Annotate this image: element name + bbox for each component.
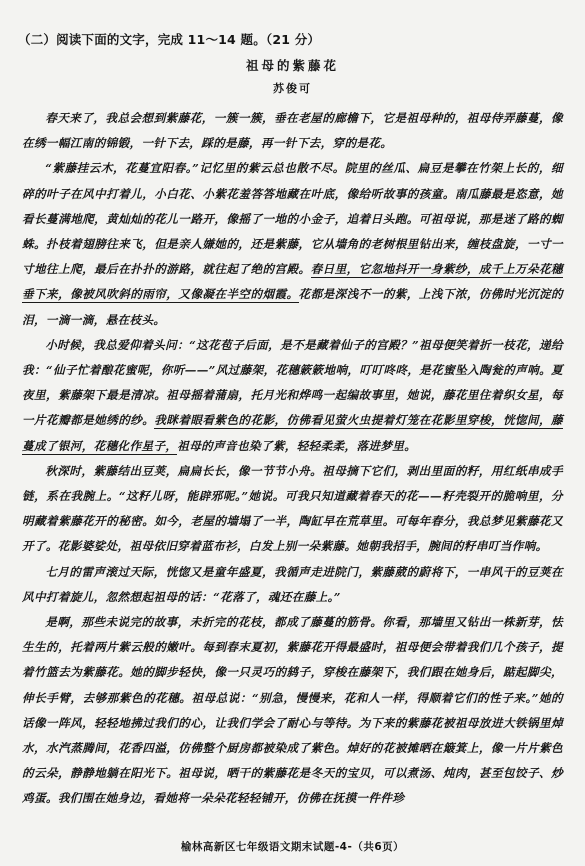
paragraph-text: 秋深时，紫藤结出豆荚，扁扁长长，像一节节小舟。祖母摘下它们，剥出里面的籽，用红纸串成手链，系在我腕上。“这籽儿呀，能辟邪呢。”她说。可我只知道藏着春天的花——籽壳裂开的脆响里，分明藏着紫藤花开的秘密。如今，老屋的墙塌了一半，陶缸早在荒草里。可每年春分，我总梦见紫藤花又开了。花影婆娑处，祖母依旧穿着蓝布衫，白发上别一朵紫藤。她朝我招手，腕间的籽串叮当作响。 — [22, 463, 563, 554]
article-title: 祖母的紫藤花 — [245, 58, 339, 73]
paragraph-text: 春天来了，我总会想到紫藤花，一簇一簇，垂在老屋的廊檐下，它是祖母种的，祖母侍弄藤蔓，像在绣一幅江南的锦锻，一针下去，踩的是藤，再一针下去，穿的是花。 — [22, 111, 563, 151]
paragraph-p1 — [22, 106, 563, 156]
page-footer: 榆林高新区七年级语文期末试题-4-（共6页） — [180, 841, 405, 853]
paragraph-text: 是啊，那些未说完的故事，未折完的花枝，都成了藤蔓的筋骨。你看，那墙里又钻出一株新芽，怯生生的，托着两片紫云般的嫩叶。每到春末夏初，紫藤花开得最盛时，祖母便会带着我们几个孩子，提着竹篮去为紫藤花。她的脚步轻快，像一只灵巧的鸫子，穿梭在藤架下，我们跟在她身后，踮起脚尖，伸长手臂，去够那紫色的花穗。祖母总说：“别急，慢慢来，花和人一样，得顺着它们的性子来。”她的话像一阵风，轻轻地拂过我们的心，让我们学会了耐心与等待。为下来的紫藤花被祖母放进大铁锅里焯水，水汽蒸腾间，花香四溢，仿佛整个厨房都被染成了紫色。焯好的花被摊晒在簸箕上，像一片片紫色的云朵，静静地躺在阳光下。祖母说，晒干的紫藤花是冬天的宝贝，可以煮汤、炖肉，甚至包饺子、炒鸡蛋。我们围在她身边，看她将一朵朵花轻轻铺开，仿佛在抚摸一件件珍 — [22, 615, 563, 806]
paragraph-text: 小时候，我总爱仰着头问：“这花苞子后面，是不是藏着仙子的宫殿？”祖母便笑着折一枝花，递给我：“仙子忙着酿花蜜呢，你听——”风过藤架，花穗簌簌地响，叮叮咚咚，是花蜜坠入陶瓮的声响。夏夜里，紫藤架下最是清凉。祖母摇着蒲扇，托月光和烨鸣一起编故事里，她说，藤花里住着织女星，每一片花瓣都是她绣的纱。 — [22, 337, 563, 428]
article-author: 苏俊可 — [273, 82, 312, 95]
paragraph-text: 祖母的声音也染了紫，轻轻柔柔，落进梦里。 — [177, 438, 417, 453]
paragraph-p5 — [22, 560, 563, 610]
paragraph-p6 — [22, 610, 563, 812]
paragraph-p3 — [22, 333, 563, 459]
paragraph-p2 — [22, 156, 563, 332]
underlined-sentence: 我眯着眼看紫色的花影，仿佛看见萤火虫提着灯笼在花影里穿梭，恍惚间，藤蔓成了银河，花穗化作星子， — [22, 413, 563, 453]
section-heading: （二）阅读下面的文字，完成 11～14 题。（21 分） — [18, 32, 321, 47]
paragraph-p4 — [22, 459, 563, 560]
paragraph-text: 七月的雷声滚过天际，恍惚又是童年盛夏，我循声走进院门，紫藤葳的蔚将下，一串风干的豆荚在风中打着旋儿，忽然想起祖母的话：“花落了，魂还在藤上。” — [22, 564, 563, 604]
paragraph-text: “紫藤挂云木，花蔓宜阳春。”记忆里的紫云总也散不尽。院里的丝瓜、扁豆是攀在竹架上长的，细碎的叶子在风中打着儿，小白花、小紫花羞答答地藏在叶底，像给听故事的孩童。南瓜藤最是恣意，她看长蔓满地爬，黄灿灿的花儿一路开，像摇了一地的小金子，追着日头跑。可祖母说，那是迷了路的蜘蛛。扑枝着翅膀往来飞，但是亲人嫌她的，还是紫藤，它从墙角的老树根里钻出来，缠枝盘旋，一寸一寸地往上爬，最后在扑扑的游路，就往起了绝的宫殿。 — [22, 161, 563, 277]
underlined-sentence: 春日里，它忽地抖开一身紫纱，成千上万朵花穗垂下来，像被风吹斜的雨帘，又像凝在半空的烟霞。 — [22, 262, 563, 302]
paragraph-text: 花都是深浅不一的紫，上浅下浓，仿佛时光沉淀的泪，一滴一滴，悬在枝头。 — [22, 287, 563, 327]
article-body — [22, 106, 563, 812]
